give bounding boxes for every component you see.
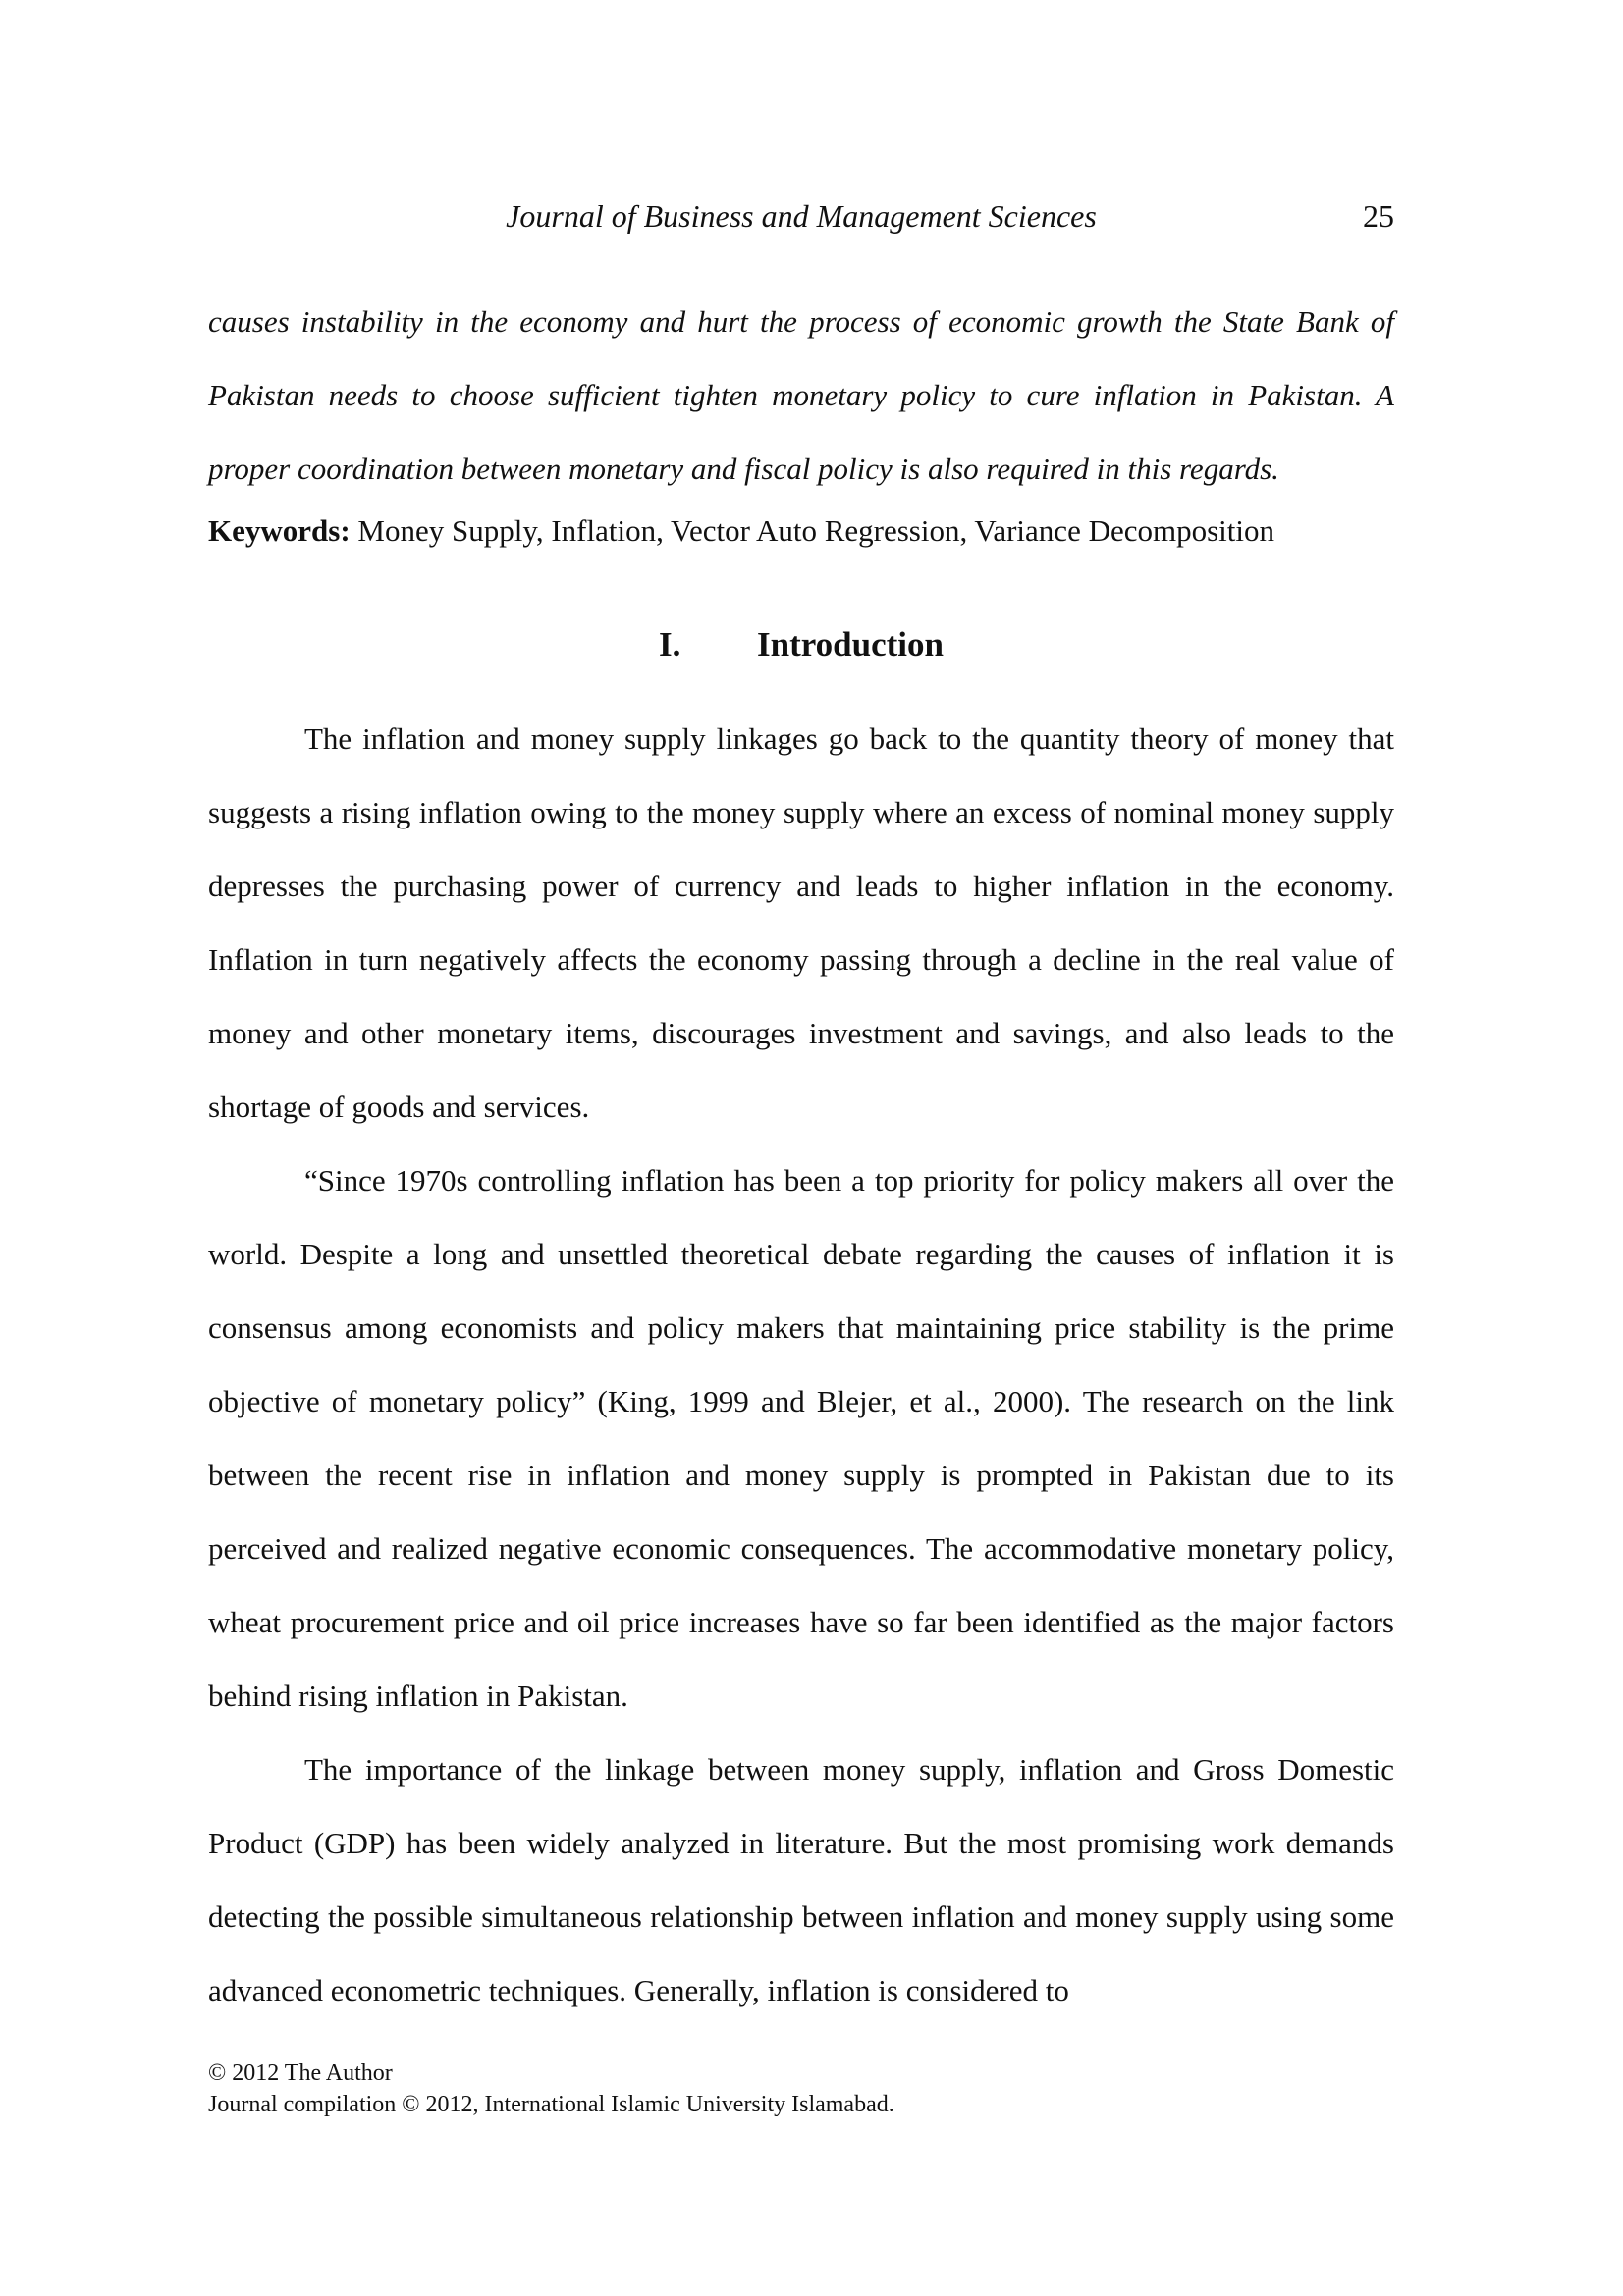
paragraph: “Since 1970s controlling inflation has been a top priority for policy makers all over the world. Despite a long and unsettled theoretical debate regarding the causes of inflation it is consensus among economists and policy makers that maintaining price stability is the prime objective of monetary policy” (King, 1999 and Blejer, et al., 2000). The research on the link between the recent rise in inflation and money supply is prompted in Pakistan due to its perceived and realized negative economic consequences. The accommodative monetary policy, wheat procurement price and oil price increases have so far been identified as the major factors behind rising inflation in Pakistan. xyxy=(208,1163,1394,1713)
keywords-label: Keywords: xyxy=(208,513,351,548)
journal-title: Journal of Business and Management Sciences xyxy=(506,198,1097,234)
section-title: Introduction xyxy=(757,625,944,664)
running-head xyxy=(208,192,1394,240)
footer-copyright: © 2012 The Author xyxy=(208,2060,393,2086)
section-heading xyxy=(208,620,1394,669)
body-text xyxy=(208,702,1394,2027)
keywords-text: Money Supply, Inflation, Vector Auto Regression, Variance Decomposition xyxy=(350,513,1274,548)
footer-compilation: Journal compilation © 2012, International Islamic University Islamabad. xyxy=(208,2092,894,2117)
abstract-continuation: causes instability in the economy and hurt the process of economic growth the State Bank of Pakistan needs to choose sufficient tighten monetary policy to cure inflation in Pakistan. A proper coordination between monetary and fiscal policy is also required in this regards. xyxy=(208,304,1394,486)
paragraph: The inflation and money supply linkages go back to the quantity theory of money that suggests a rising inflation owing to the money supply where an excess of nominal money supply depresses the purchasing power of currency and leads to higher inflation in the economy. Inflation in turn negatively affects the economy passing through a decline in the real value of money and other monetary items, discourages investment and savings, and also leads to the shortage of goods and services. xyxy=(208,721,1394,1124)
page-number: 25 xyxy=(1363,198,1394,234)
keywords-line xyxy=(208,507,1394,556)
page-footer xyxy=(208,2057,1394,2120)
section-number: I. xyxy=(659,625,681,664)
paragraph: The importance of the linkage between money supply, inflation and Gross Domestic Product (GDP) has been widely analyzed in literature. But the most promising work demands detecting the possible simultaneous relationship between inflation and money supply using some advanced econometric techniques. Generally, inflation is considered to xyxy=(208,1752,1394,2007)
